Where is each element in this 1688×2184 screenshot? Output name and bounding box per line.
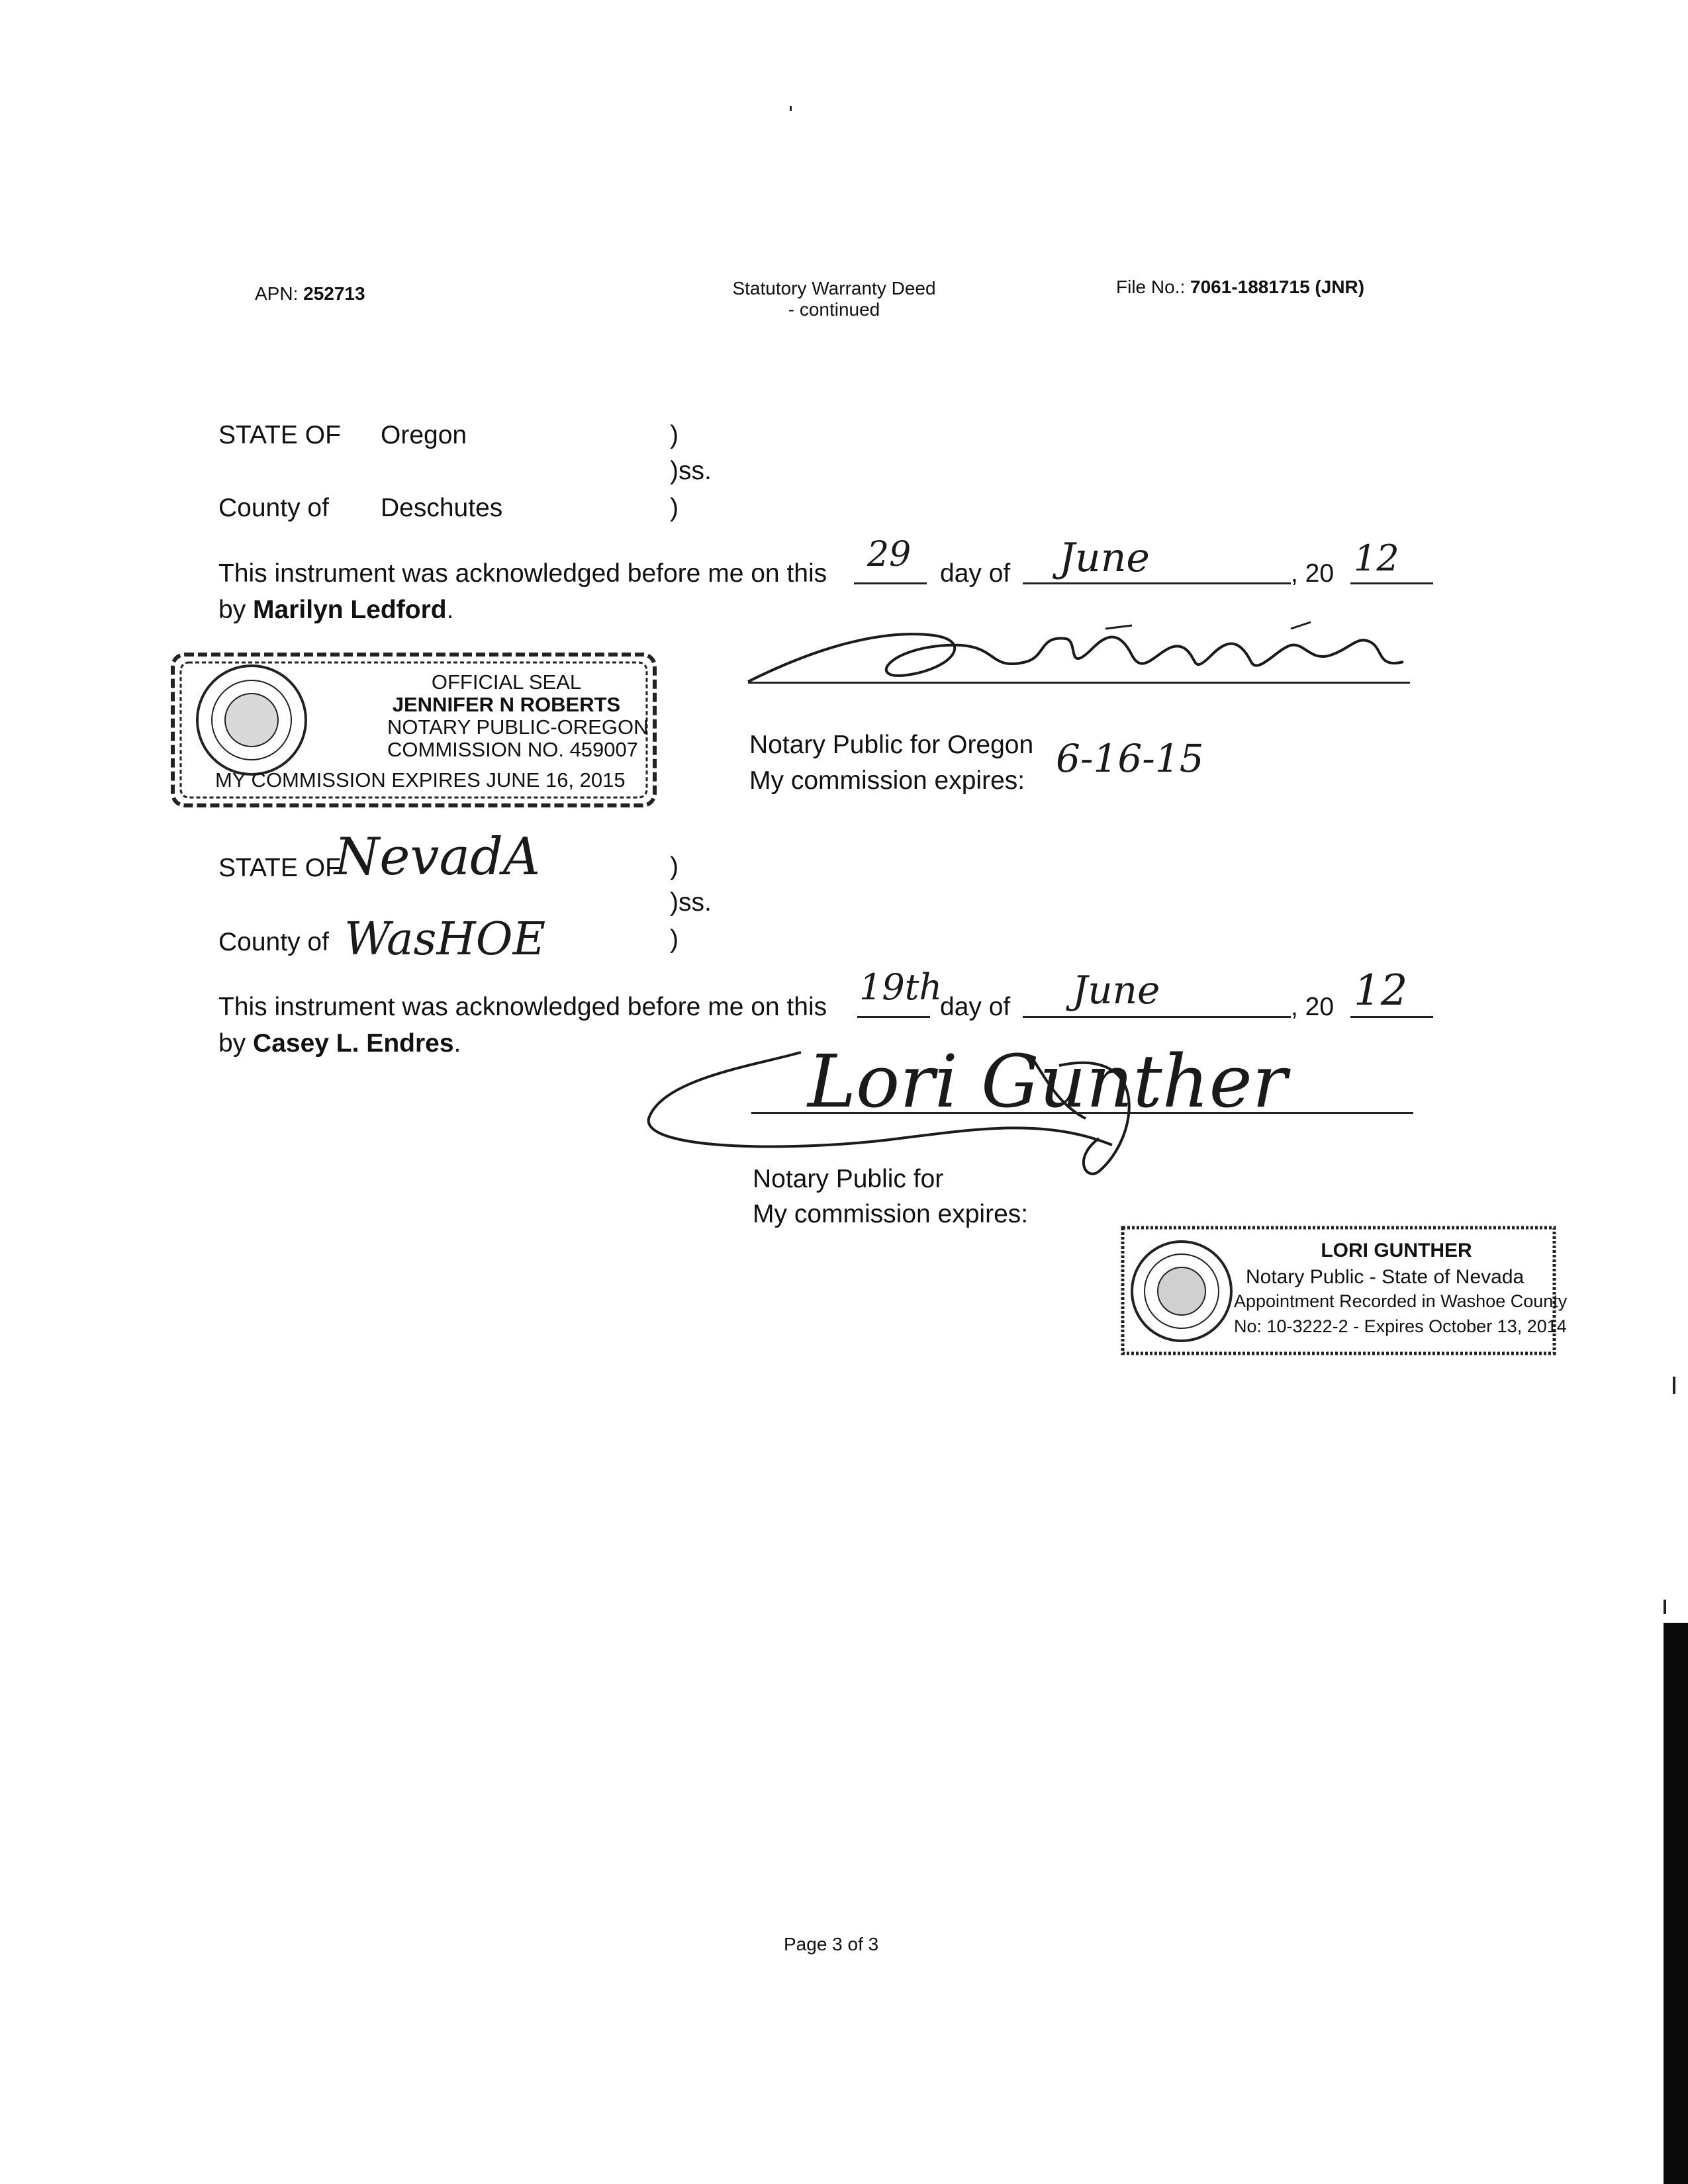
or-month-hand: June <box>1059 535 1150 581</box>
or-paren-bottom: ) <box>670 494 679 522</box>
or-paren-ss: )ss. <box>670 457 712 485</box>
nv-year-prefix: , 20 <box>1291 993 1335 1021</box>
nv-ack-text: This instrument was acknowledged before me on this <box>218 993 827 1021</box>
or-by-label: by <box>218 596 246 624</box>
or-by-line <box>218 596 453 625</box>
oregon-seal-line2: JENNIFER N ROBERTS <box>392 693 621 716</box>
nv-month-line <box>1023 1016 1291 1018</box>
or-year-prefix: , 20 <box>1291 559 1335 588</box>
nv-commission-expires-label: My commission expires: <box>753 1200 1029 1228</box>
or-day-hand: 29 <box>867 535 912 574</box>
nv-by-suffix: . <box>453 1029 461 1058</box>
nv-year-hand: 12 <box>1354 966 1408 1015</box>
nv-day-of: day of <box>940 993 1011 1021</box>
file-number <box>1116 277 1364 298</box>
nv-month-hand: June <box>1072 968 1160 1013</box>
apn-label: APN: <box>255 283 299 304</box>
nevada-stamp-line1: LORI GUNTHER <box>1321 1240 1472 1261</box>
nv-paren-ss: )ss. <box>670 888 712 917</box>
document-title <box>722 278 947 320</box>
scan-edge-bar <box>1664 1623 1688 2184</box>
nv-day-line <box>857 1016 930 1018</box>
page-number: Page 3 of 3 <box>784 1934 879 1954</box>
scan-speck <box>1673 1377 1675 1394</box>
or-county-value: Deschutes <box>381 494 503 522</box>
nv-paren-top: ) <box>670 852 679 881</box>
nv-signer: Casey L. Endres <box>253 1029 454 1058</box>
nv-by-line <box>218 1029 461 1058</box>
oregon-seal-line1: OFFICIAL SEAL <box>431 670 582 694</box>
or-state-label: STATE OF <box>218 421 341 449</box>
or-year-line <box>1350 582 1433 584</box>
or-notary-public-for: Notary Public for Oregon <box>749 731 1034 759</box>
or-signature-line <box>748 682 1410 684</box>
or-commission-expires-hand: 6-16-15 <box>1056 736 1204 781</box>
nv-state-hand: NevadA <box>334 827 541 887</box>
title-line1: Statutory Warranty Deed <box>732 278 936 298</box>
or-year-hand: 12 <box>1354 537 1399 579</box>
nv-notary-public-for: Notary Public for <box>753 1165 944 1193</box>
nv-paren-bottom: ) <box>670 925 679 954</box>
or-day-of: day of <box>940 559 1011 588</box>
oregon-seal-line5: MY COMMISSION EXPIRES JUNE 16, 2015 <box>215 768 626 792</box>
nevada-stamp-line2: Notary Public - State of Nevada <box>1246 1266 1524 1288</box>
file-label: File No.: <box>1116 277 1186 297</box>
nv-by-label: by <box>218 1029 246 1058</box>
nv-notary-signature: Lori Gunther <box>808 1039 1288 1124</box>
or-county-label: County of <box>218 494 329 522</box>
or-signer: Marilyn Ledford <box>253 596 447 624</box>
or-ack-text: This instrument was acknowledged before me on this <box>218 559 827 588</box>
nv-year-line <box>1350 1016 1433 1018</box>
oregon-official-seal <box>169 651 659 809</box>
title-line2: - continued <box>788 299 880 320</box>
nv-day-hand: 19th <box>859 966 943 1008</box>
nevada-stamp-line3: Appointment Recorded in Washoe County <box>1234 1291 1568 1311</box>
file-value: 7061-1881715 (JNR) <box>1190 277 1365 297</box>
nv-state-label: STATE OF <box>218 854 341 882</box>
apn-value: 252713 <box>303 283 365 304</box>
or-state-value: Oregon <box>381 421 467 449</box>
oregon-seal-line3: NOTARY PUBLIC-OREGON <box>387 715 649 739</box>
scan-speck <box>790 106 792 111</box>
nevada-stamp-line4: No: 10-3222-2 - Expires October 13, 2014 <box>1234 1316 1567 1336</box>
or-month-line <box>1023 582 1291 584</box>
or-by-suffix: . <box>446 596 454 624</box>
oregon-seal-line4: COMMISSION NO. 459007 <box>387 738 639 761</box>
nv-county-hand: WasHOE <box>344 913 546 966</box>
nv-county-label: County of <box>218 928 329 956</box>
or-notary-signature <box>735 609 1430 702</box>
or-day-line <box>854 582 927 584</box>
or-paren-top: ) <box>670 421 679 449</box>
scan-speck <box>1664 1600 1666 1614</box>
or-commission-expires-label: My commission expires: <box>749 766 1025 795</box>
nv-signature-line <box>751 1112 1413 1114</box>
nevada-notary-stamp <box>1120 1225 1568 1356</box>
apn <box>255 283 365 304</box>
